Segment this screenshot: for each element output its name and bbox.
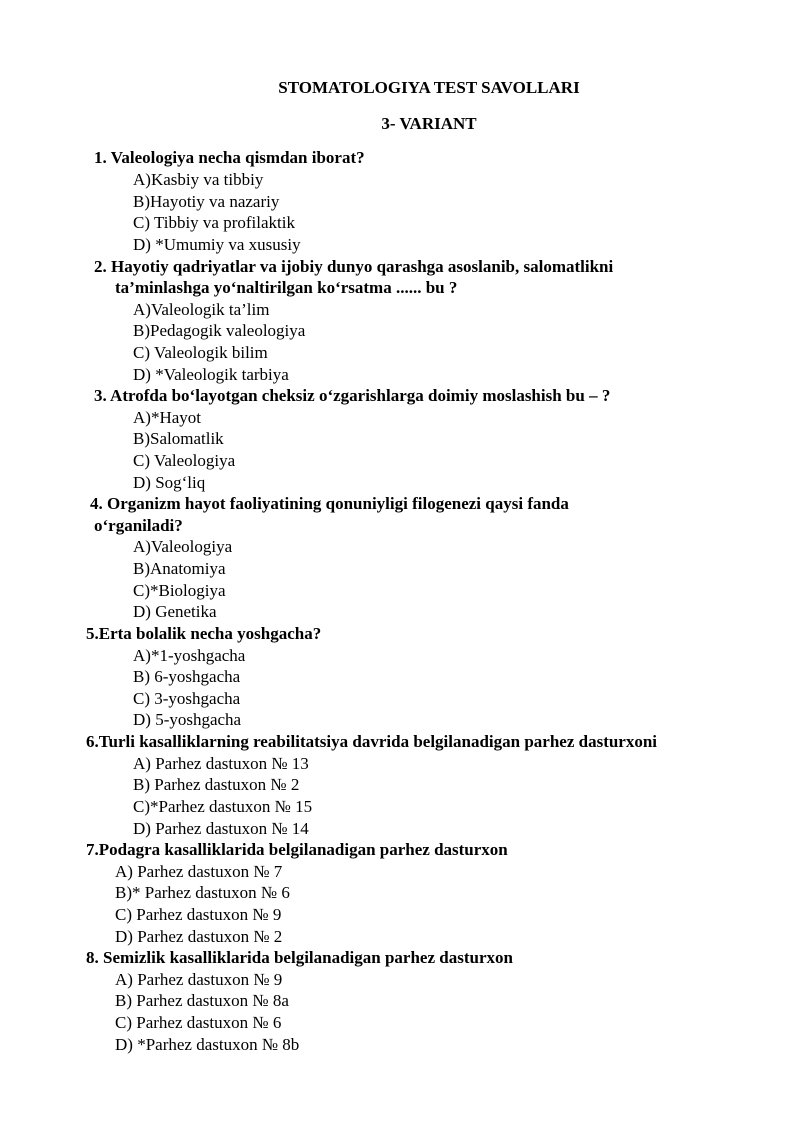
question-7-option-d: D) Parhez dastuxon № 2 [115,927,283,946]
question-2-option-a: A)Valeologik ta’lim [133,300,270,319]
question-8-option-d: D) *Parhez dastuxon № 8b [115,1035,300,1054]
question-3-option-a: A)*Hayot [133,408,201,427]
question-8-text: 8. Semizlik kasalliklarida belgilanadigan parhez dasturxon [86,948,513,967]
question-3-text: 3. Atrofda bo‘layotgan cheksiz o‘zgarishlarga doimiy moslashish bu – ? [94,386,611,405]
question-5-option-c: C) 3-yoshgacha [133,689,241,708]
question-6-option-a: A) Parhez dastuxon № 13 [133,754,309,773]
question-4-option-d: D) Genetika [133,602,217,621]
question-8-option-b: B) Parhez dastuxon № 8a [115,991,289,1010]
question-2-option-d: D) *Valeologik tarbiya [133,365,289,384]
question-2-option-c: C) Valeologik bilim [133,343,268,362]
question-1-option-a: A)Kasbiy va tibbiy [133,170,264,189]
question-1-option-d: D) *Umumiy va xususiy [133,235,301,254]
question-3-option-d: D) Sog‘liq [133,473,206,492]
question-5-option-a: A)*1-yoshgacha [133,646,246,665]
question-7-text: 7.Podagra kasalliklarida belgilanadigan parhez dasturxon [86,840,508,859]
question-4-option-c: C)*Biologiya [133,581,226,600]
question-1-option-c: C) Tibbiy va profilaktik [133,213,295,232]
question-8-option-a: A) Parhez dastuxon № 9 [115,970,283,989]
question-6-option-d: D) Parhez dastuxon № 14 [133,819,309,838]
variant-heading: 3- VARIANT [381,114,477,133]
question-4-text-continued: o‘rganiladi? [94,516,183,535]
question-4-text: 4. Organizm hayot faoliyatining qonuniyligi filogenezi qaysi fanda [90,494,569,513]
question-3-option-b: B)Salomatlik [133,429,224,448]
question-7-option-b: B)* Parhez dastuxon № 6 [115,883,290,902]
question-3-option-c: C) Valeologiya [133,451,236,470]
question-2-text: 2. Hayotiy qadriyatlar va ijobiy dunyo qarashga asoslanib, salomatlikni [94,257,614,276]
question-1-text: 1. Valeologiya necha qismdan iborat? [94,148,365,167]
question-5-text: 5.Erta bolalik necha yoshgacha? [86,624,322,643]
question-6-text: 6.Turli kasalliklarning reabilitatsiya davrida belgilanadigan parhez dasturxoni [86,732,658,751]
question-8-option-c: C) Parhez dastuxon № 6 [115,1013,282,1032]
document-title: STOMATOLOGIYA TEST SAVOLLARI [278,78,580,97]
question-5-option-b: B) 6-yoshgacha [133,667,241,686]
question-4-option-a: A)Valeologiya [133,537,233,556]
question-4-option-b: B)Anatomiya [133,559,226,578]
question-5-option-d: D) 5-yoshgacha [133,710,242,729]
question-7-option-a: A) Parhez dastuxon № 7 [115,862,283,881]
question-1-option-b: B)Hayotiy va nazariy [133,192,280,211]
question-6-option-c: C)*Parhez dastuxon № 15 [133,797,313,816]
question-6-option-b: B) Parhez dastuxon № 2 [133,775,300,794]
question-2-option-b: B)Pedagogik valeologiya [133,321,306,340]
question-7-option-c: C) Parhez dastuxon № 9 [115,905,282,924]
question-2-text-continued: ta’minlashga yo‘naltirilgan ko‘rsatma ...... bu ? [115,278,458,297]
